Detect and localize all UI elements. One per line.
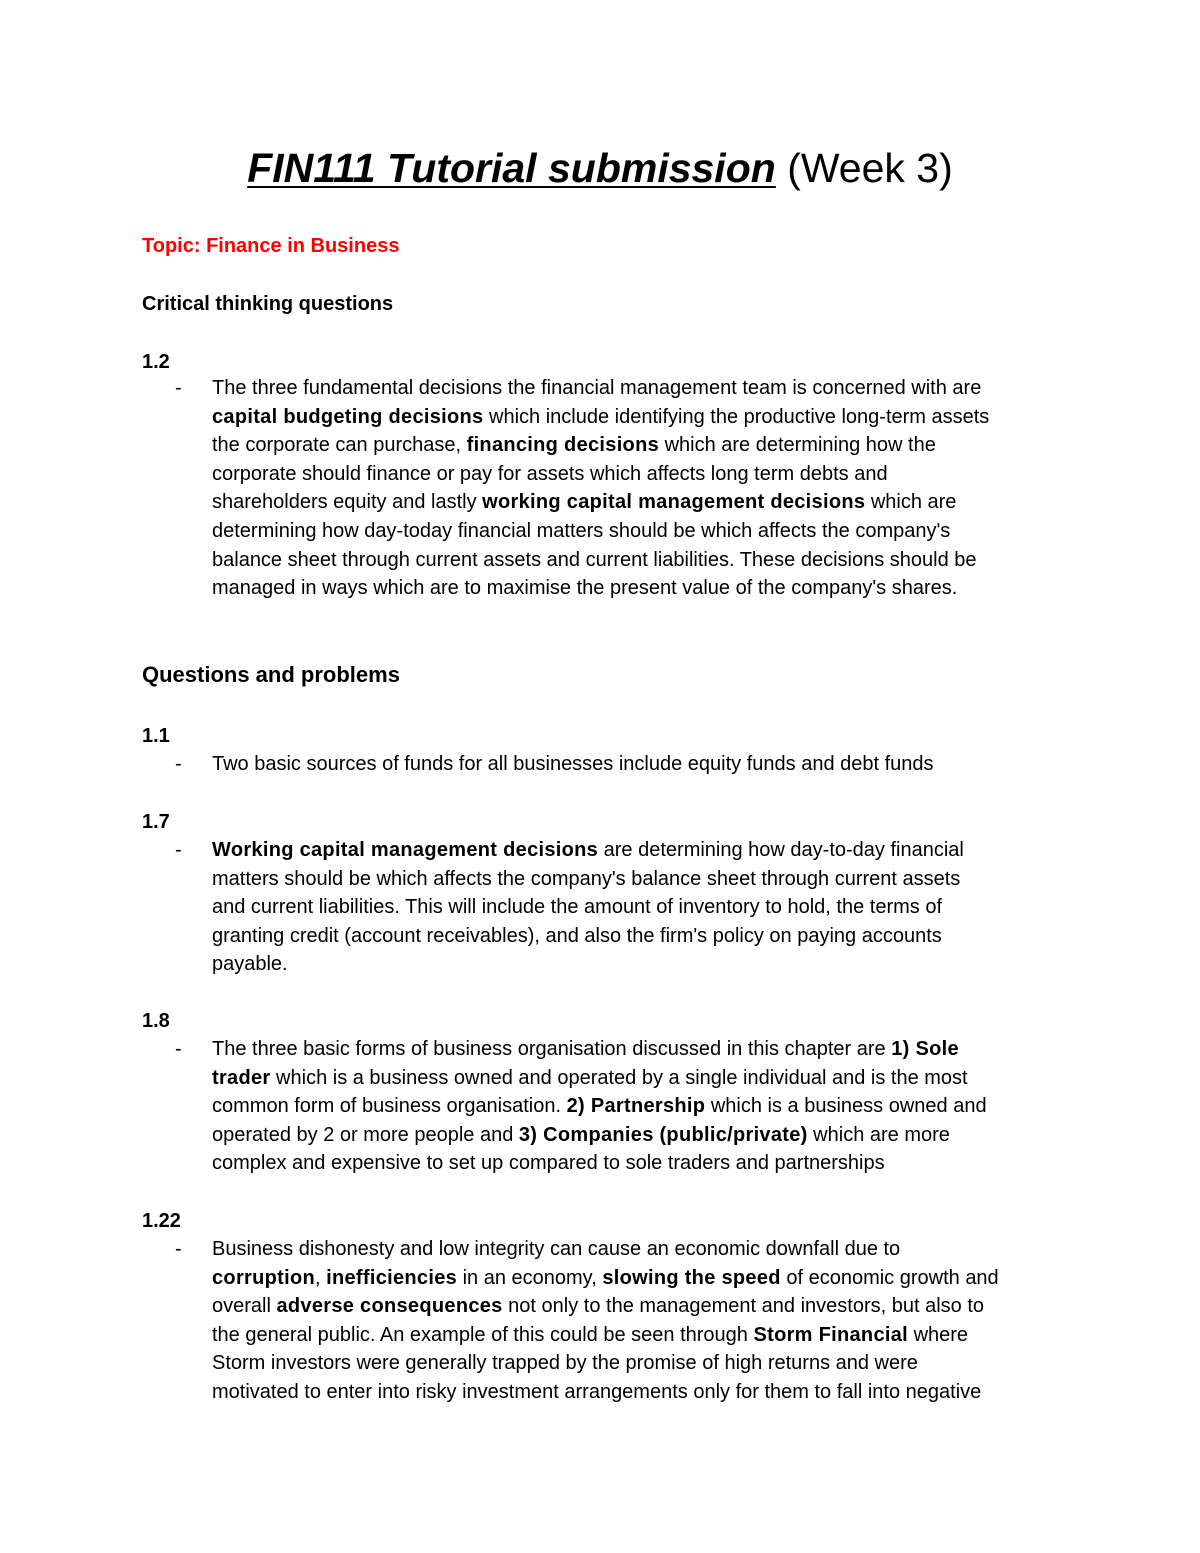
answer-line [212, 1321, 1062, 1350]
text-run: overall [212, 1295, 277, 1318]
bullet-dash: - [175, 1238, 182, 1260]
text-run: of economic growth and [780, 1266, 999, 1289]
text-run: The three basic forms of business organisation discussed in this chapter are [212, 1038, 892, 1060]
text-run: which are determining how the [659, 434, 936, 457]
answer-line [212, 1292, 1062, 1321]
answer-line [212, 460, 1062, 489]
title-main: FIN111 Tutorial submission [247, 145, 776, 191]
topic-heading: Topic: Finance in Business [142, 235, 400, 257]
question-number-1-7: 1.7 [142, 811, 170, 833]
answer-line [212, 574, 1062, 603]
bold-term: 2) Partnership [566, 1095, 706, 1118]
text-run: which is a business owned and operated by a single individual and is the most [270, 1066, 968, 1089]
bold-term: adverse consequences [276, 1295, 503, 1318]
bold-term: Working capital management decisions [212, 839, 599, 861]
text-run: matters should be which affects the company's balance sheet through current assets [212, 867, 961, 890]
bold-term: 1) Sole [891, 1038, 959, 1060]
bold-term: corruption [212, 1266, 315, 1289]
critical-thinking-heading: Critical thinking questions [142, 293, 394, 315]
bold-term: trader [212, 1066, 271, 1089]
text-run: which are [865, 491, 957, 514]
text-run: balance sheet through current assets and current liabilities. These decisions should be [212, 548, 977, 571]
answer-line [212, 750, 1062, 779]
document-title [0, 140, 1200, 196]
answer-line [212, 1064, 1062, 1093]
text-run: the corporate can purchase, [212, 434, 467, 457]
text-run: common form of business organisation. [212, 1095, 567, 1118]
bullet-dash: - [175, 1038, 182, 1060]
bold-term: slowing the speed [602, 1266, 781, 1289]
answer-line [212, 1149, 1062, 1178]
answer-line [212, 893, 1062, 922]
text-run: in an economy, [457, 1266, 603, 1289]
bold-term: capital budgeting decisions [212, 405, 484, 428]
questions-problems-heading: Questions and problems [142, 662, 400, 687]
bullet-dash: - [175, 753, 182, 775]
text-run: managed in ways which are to maximise the present value of the company's shares. [212, 577, 958, 600]
answer-1-22 [212, 1235, 1062, 1407]
text-run: motivated to enter into risky investment arrangements only for them to fall into negative [212, 1380, 982, 1403]
text-run: and current liabilities. This will include the amount of inventory to hold, the terms of [212, 896, 942, 919]
answer-line [212, 1121, 1062, 1150]
text-run: , [315, 1266, 327, 1289]
answer-line [212, 1235, 1062, 1264]
question-number-1-8: 1.8 [142, 1010, 170, 1032]
answer-line [212, 403, 1062, 432]
bullet-dash: - [175, 377, 182, 399]
answer-line [212, 1349, 1062, 1378]
answer-line [212, 374, 1062, 403]
question-number-1-2: 1.2 [142, 351, 170, 373]
text-run: granting credit (account receivables), and also the firm's policy on paying accounts [212, 924, 942, 947]
answer-line [212, 1264, 1062, 1293]
answer-line [212, 431, 1062, 460]
text-run: corporate should finance or pay for assets which affects long term debts and [212, 462, 888, 485]
text-run: operated by 2 or more people and [212, 1123, 519, 1146]
question-number-1-1: 1.1 [142, 725, 170, 747]
question-number-1-22: 1.22 [142, 1210, 181, 1232]
text-run: which is a business owned and [705, 1095, 987, 1118]
answer-line [212, 546, 1062, 575]
text-run: shareholders equity and lastly [212, 491, 483, 514]
answer-line [212, 1378, 1062, 1407]
bold-term: working capital management decisions [482, 491, 866, 514]
bold-term: 3) Companies (public/private) [518, 1123, 808, 1146]
answer-1-8 [212, 1035, 1062, 1178]
bullet-dash: - [175, 839, 182, 861]
text-run: The three fundamental decisions the financial management team is concerned with are [212, 377, 982, 399]
answer-line [212, 836, 1062, 865]
text-run: complex and expensive to set up compared to sole traders and partnerships [212, 1152, 885, 1175]
text-run: determining how day-today financial matters should be which affects the company's [212, 519, 951, 542]
bold-term: Storm Financial [753, 1323, 909, 1346]
bold-term: financing decisions [466, 434, 660, 457]
text-run: Business dishonesty and low integrity can cause an economic downfall due to [212, 1238, 901, 1260]
answer-1-7 [212, 836, 1062, 979]
text-run: which are more [807, 1123, 950, 1146]
answer-line [212, 1035, 1062, 1064]
answer-1-1 [212, 750, 1062, 779]
text-run: not only to the management and investors, but also to [502, 1295, 985, 1318]
text-run: the general public. An example of this could be seen through [212, 1323, 754, 1346]
answer-1-2 [212, 374, 1062, 603]
text-run: are determining how day-to-day financial [598, 839, 964, 861]
bold-term: inefficiencies [326, 1266, 458, 1289]
text-run: Two basic sources of funds for all businesses include equity funds and debt funds [212, 753, 934, 775]
answer-line [212, 517, 1062, 546]
title-suffix: (Week 3) [775, 145, 953, 191]
answer-line [212, 950, 1062, 979]
answer-line [212, 1092, 1062, 1121]
text-run: which include identifying the productive long-term assets [483, 405, 990, 428]
answer-line [212, 922, 1062, 951]
answer-line [212, 488, 1062, 517]
answer-line [212, 865, 1062, 894]
text-run: where [908, 1323, 969, 1346]
text-run: Storm investors were generally trapped by the promise of high returns and were [212, 1352, 918, 1375]
text-run: payable. [212, 953, 288, 976]
